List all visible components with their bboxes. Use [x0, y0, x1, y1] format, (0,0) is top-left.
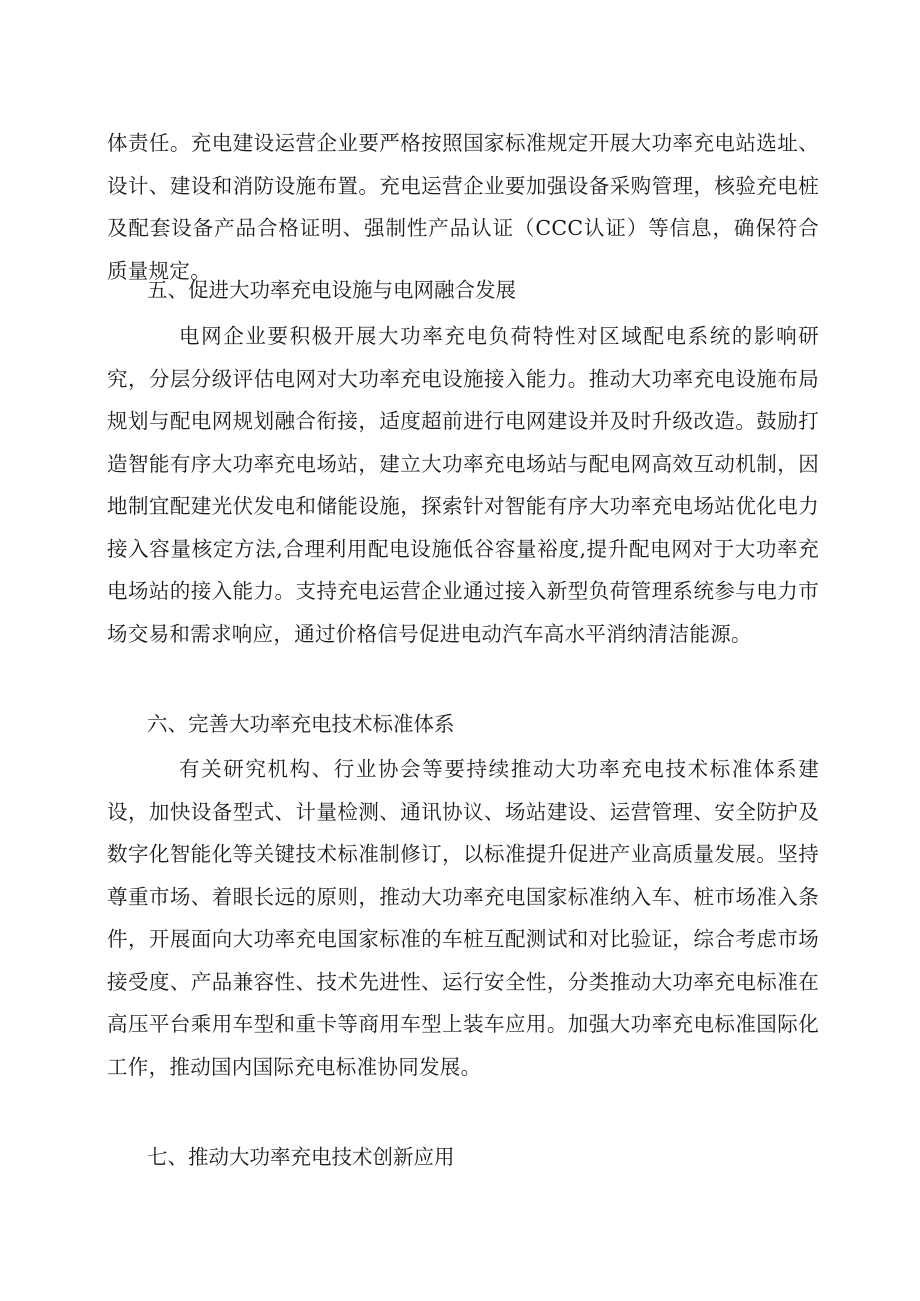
- paragraph-section-6: 有关研究机构、行业协会等要持续推动大功率充电技术标准体系建设，加快设备型式、计量检测、通讯协议、场站建设、运营管理、安全防护及数字化智能化等关键技术标准制修订，以标准提升促进产业高质量发展。坚持尊重市场、着眼长远的原则，推动大功率充电国家标准纳入车、桩市场准入条件，开展面向大功率充电国家标准的车桩互配测试和对比验证，综合考虑市场接受度、产品兼容性、技术先进性、运行安全性，分类推动大功率充电标准在高压平台乘用车型和重卡等商用车型上装车应用。加强大功率充电标准国际化工作，推动国内国际充电标准协同发展。: [107, 757, 819, 1079]
- section-heading-5: 五、促进大功率充电设施与电网融合发展: [147, 278, 516, 302]
- paragraph-section-5: 电网企业要积极开展大功率充电负荷特性对区域配电系统的影响研究，分层分级评估电网对大功率充电设施接入能力。推动大功率充电设施布局规划与配电网规划融合衔接，适度超前进行电网建设并及时升级改造。鼓励打造智能有序大功率充电场站，建立大功率充电场站与配电网高效互动机制，因地制宜配建光伏发电和储能设施，探索针对智能有序大功率充电场站优化电力接入容量核定方法,合理利用配电设施低谷容量裕度,提升配电网对于大功率充电场站的接入能力。支持充电运营企业通过接入新型负荷管理系统参与电力市场交易和需求响应，通过价格信号促进电动汽车高水平消纳清洁能源。: [107, 324, 819, 646]
- section-heading-6: 六、完善大功率充电技术标准体系: [147, 712, 455, 736]
- section-heading-7: 七、推动大功率充电技术创新应用: [147, 1145, 455, 1169]
- paragraph-continued: 体责任。充电建设运营企业要严格按照国家标准规定开展大功率充电站选址、设计、建设和消防设施布置。充电运营企业要加强设备采购管理，核验充电桩及配套设备产品合格证明、强制性产品认证（CCC认证）等信息，确保符合质量规定。: [107, 131, 819, 283]
